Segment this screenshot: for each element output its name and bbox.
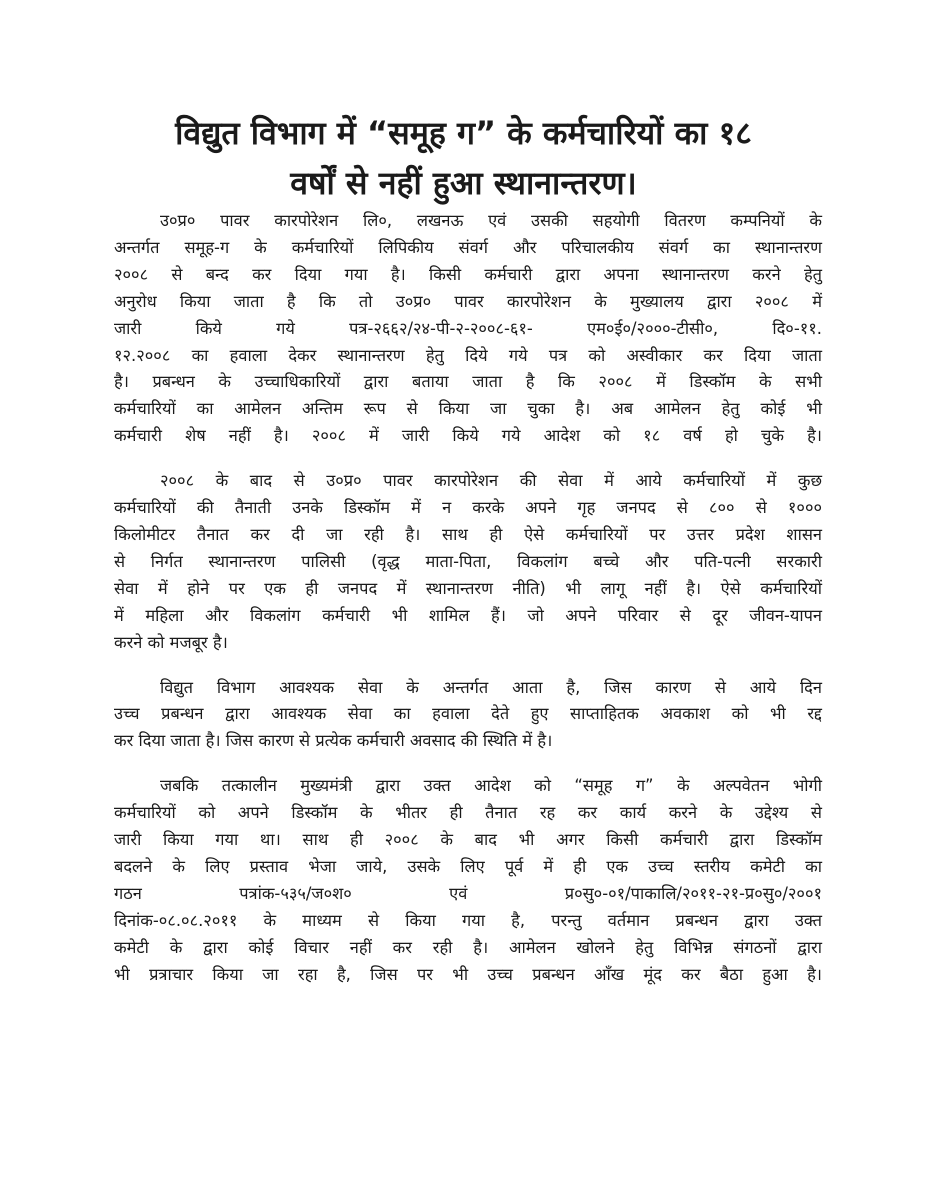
text-line: जारी किया गया था। साथ ही २००८ के बाद भी अगर किसी कर्मचारी द्वारा डिस्कॉम — [114, 830, 822, 850]
text-line: है। प्रबन्धन के उच्चाधिकारियों द्वारा बताया जाता है कि २००८ में डिस्कॉम के सभी — [114, 372, 822, 392]
text-line: अनुरोध किया जाता है कि तो उ०प्र० पावर कारपोरेशन के मुख्यालय द्वारा २००८ में — [114, 291, 822, 311]
text-line: गठन पत्रांक-५३५/ज०श० एवं प्र०सु०-०१/पाकालि/२०११-२१-प्र०सु०/२००१ — [114, 883, 822, 903]
text-line: बदलने के लिए प्रस्ताव भेजा जाये, उसके लिए पूर्व में ही एक उच्च स्तरीय कमेटी का — [114, 856, 822, 876]
title-line: विद्युत विभाग में “समूह ग” के कर्मचारियों का १८ — [175, 114, 752, 152]
text-line: से निर्गत स्थानान्तरण पालिसी (वृद्ध माता-पिता, विकलांग बच्चे और पति-पत्नी सरकारी — [114, 551, 822, 571]
paragraph-2 — [114, 468, 822, 656]
text-line: कर दिया जाता है। जिस कारण से प्रत्येक कर्मचारी अवसाद की स्थिति में है। — [114, 731, 553, 751]
paragraph-1 — [114, 208, 822, 450]
text-line: जारी किये गये पत्र-२६६२/२४-पी-२-२००८-६१- एम०ई०/२०००-टीसी०, दि०-११. — [114, 318, 822, 338]
text-line: १२.२००८ का हवाला देकर स्थानान्तरण हेतु दिये गये पत्र को अस्वीकार कर दिया जाता — [114, 345, 822, 365]
text-line: अन्तर्गत समूह-ग के कर्मचारियों लिपिकीय संवर्ग और परिचालकीय संवर्ग का स्थानान्तरण — [114, 237, 822, 257]
text-line: विद्युत विभाग आवश्यक सेवा के अन्तर्गत आता है, जिस कारण से आये दिन — [160, 677, 822, 697]
text-line: करने को मजबूर है। — [114, 632, 228, 652]
text-line: कर्मचारियों की तैनाती उनके डिस्कॉम में न करके अपने गृह जनपद से ८०० से १००० — [114, 498, 822, 518]
text-line: जबकि तत्कालीन मुख्यमंत्री द्वारा उक्त आदेश को “समूह ग” के अल्पवेतन भोगी — [160, 776, 822, 796]
text-line: २००८ से बन्द कर दिया गया है। किसी कर्मचारी द्वारा अपना स्थानान्तरण करने हेतु — [114, 264, 822, 284]
document-title — [100, 108, 827, 208]
paragraph-4 — [114, 773, 822, 988]
text-line: कर्मचारी शेष नहीं है। २००८ में जारी किये गये आदेश को १८ वर्ष हो चुके है। — [114, 426, 822, 446]
text-line: कमेटी के द्वारा कोई विचार नहीं कर रही है। आमेलन खोलने हेतु विभिन्न संगठनों द्वारा — [114, 937, 822, 957]
title-line: वर्षों से नहीं हुआ स्थानान्तरण। — [290, 164, 637, 202]
text-line: भी प्रत्राचार किया जा रहा है, जिस पर भी उच्च प्रबन्धन आँख मूंद कर बैठा हुआ है। — [114, 964, 822, 984]
text-line: उ०प्र० पावर कारपोरेशन लि०, लखनऊ एवं उसकी सहयोगी वितरण कम्पनियों के — [160, 211, 822, 230]
text-line: उच्च प्रबन्धन द्वारा आवश्यक सेवा का हवाला देते हुए साप्ताहितक अवकाश को भी रद्द — [114, 704, 822, 724]
text-line: सेवा में होने पर एक ही जनपद में स्थानान्तरण नीति) भी लागू नहीं है। ऐसे कर्मचारियों — [114, 578, 822, 598]
text-line: किलोमीटर तैनात कर दी जा रही है। साथ ही ऐसे कर्मचारियों पर उत्तर प्रदेश शासन — [114, 524, 822, 544]
paragraph-3 — [114, 675, 822, 756]
text-line: में महिला और विकलांग कर्मचारी भी शामिल हैं। जो अपने परिवार से दूर जीवन-यापन — [114, 605, 822, 625]
text-line: कर्मचारियों को अपने डिस्कॉम के भीतर ही तैनात रह कर कार्य करने के उद्देश्य से — [114, 803, 822, 823]
document-body — [114, 208, 822, 1006]
text-line: दिनांक-०८.०८.२०११ के माध्यम से किया गया है, परन्तु वर्तमान प्रबन्धन द्वारा उक्त — [114, 910, 822, 930]
text-line: कर्मचारियों का आमेलन अन्तिम रूप से किया जा चुका है। अब आमेलन हेतु कोई भी — [114, 399, 822, 419]
text-line: २००८ के बाद से उ०प्र० पावर कारपोरेशन की सेवा में आये कर्मचारियों में कुछ — [160, 471, 822, 491]
